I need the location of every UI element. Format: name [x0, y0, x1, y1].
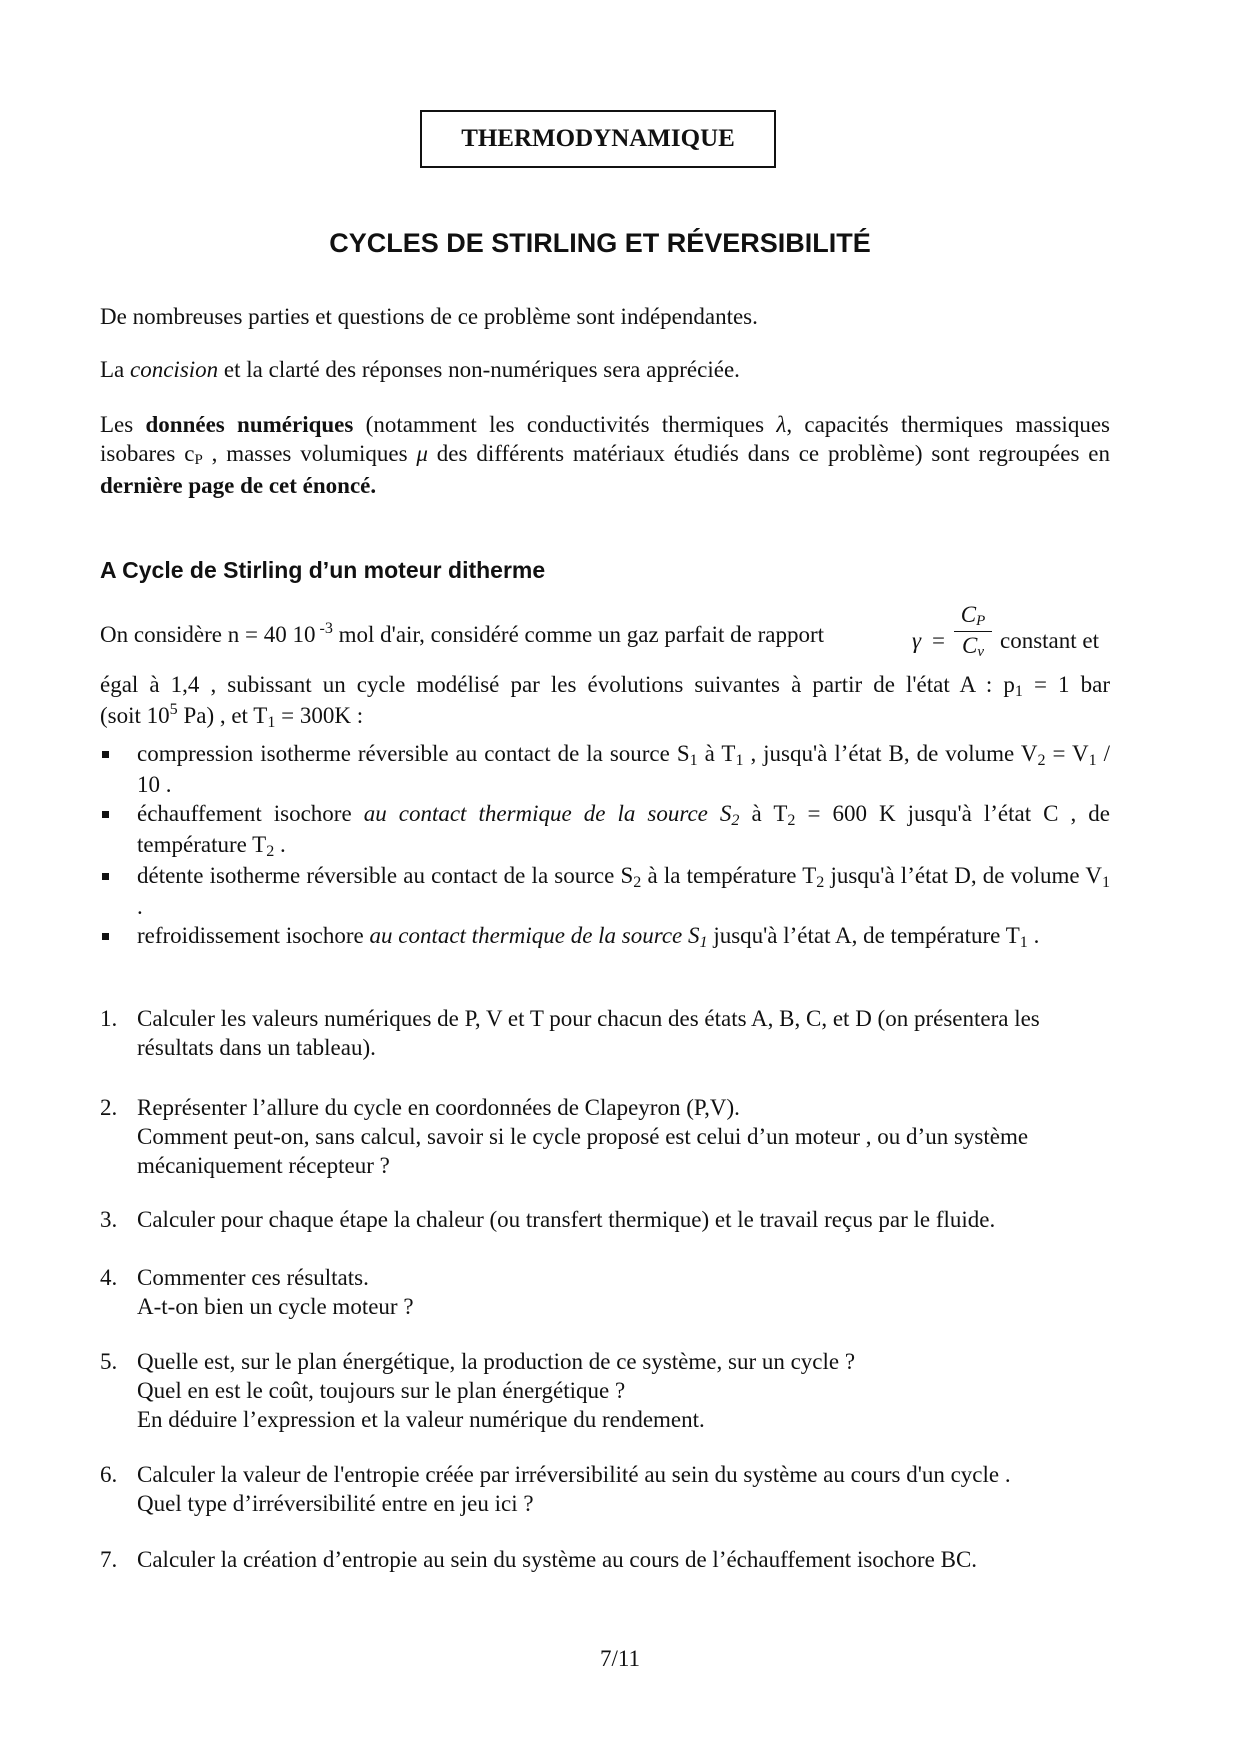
- section-a-line-2: égal à 1,4 , subissant un cycle modélisé par les évolutions suivantes à partir de l'état A : $p_1 = 1$ bar: [100, 672, 1110, 701]
- question-6: 6. Calculer la valeur de l'entropie créée par irréversibilité au sein du système au cours d'un cycle . Quel type d’irréversibilité entre en jeu ici ?: [100, 1462, 1011, 1516]
- list-item: refroidissement isochore au contact thermique de la source $S_1$ jusqu'à l’état A, de température $T_1$ .: [100, 922, 1110, 953]
- intro-paragraph-3: Les données numériques (notamment les conductivités thermiques λ, capacités thermiques massiques isobares cP , masses volumiques μ des différents matériaux étudiés dans ce problème) sont regroupées en dernière page de cet énoncé.: [100, 412, 1110, 498]
- question-2: 2. Représenter l’allure du cycle en coordonnées de Clapeyron (P,V). Comment peut-on, sans calcul, savoir si le cycle proposé est celui d’un moteur , ou d’un système mécaniquement récepteur ?: [100, 1095, 1029, 1178]
- cycle-steps-list: [100, 740, 1110, 953]
- intro-paragraph-2: La concision et la clarté des réponses non-numériques sera appréciée.: [100, 357, 740, 382]
- question-1: 1. Calculer les valeurs numériques de P, V et T pour chacun des états A, B, C, et D (on présentera les résultats dans un tableau).: [100, 1006, 1040, 1060]
- question-4: 4. Commenter ces résultats. A-t-on bien un cycle moteur ?: [100, 1265, 414, 1319]
- question-5: 5. Quelle est, sur le plan énergétique, la production de ce système, sur un cycle ? Quel en est le coût, toujours sur le plan énergétique ? En déduire l’expression et la valeur numérique du rendement.: [100, 1349, 856, 1432]
- mu-symbol: μ: [416, 441, 428, 467]
- question-3: 3. Calculer pour chaque étape la chaleur (ou transfert thermique) et le travail reçus par le fluide.: [100, 1207, 996, 1232]
- section-a-line-1: On considère n = 40 10 $^{-3}$ mol d'air, considéré comme un gaz parfait de rapport: [100, 620, 825, 647]
- page-number: 7/11: [599, 1646, 641, 1671]
- lambda-symbol: λ: [776, 412, 787, 437]
- intro-paragraph-1: De nombreuses parties et questions de ce problème sont indépendantes.: [100, 304, 758, 329]
- question-7: 7. Calculer la création d’entropie au sein du système au cours de l’échauffement isochore BC.: [100, 1547, 978, 1572]
- subject-label: THERMODYNAMIQUE: [461, 125, 735, 153]
- section-a-heading: A Cycle de Stirling d’un moteur ditherme: [100, 557, 546, 583]
- list-item: échauffement isochore au contact thermique de la source $S_2$ à $T_2 = 600$ K jusqu'à l’état C , de température $T_2$ .: [100, 800, 1110, 862]
- gamma-formula: γ = $\frac{CP}{Cv}$ constant et: [912, 602, 1099, 660]
- gamma-fraction: $\frac{CP}{Cv}$: [954, 601, 992, 662]
- list-item: compression isotherme réversible au contact de la source $S_1$ à $T_1$ , jusqu'à l’état B, de volume $V_2 = V_1 / 10$ .: [100, 740, 1110, 800]
- section-a-line-3: (soit $10^5$ Pa) , et $T_1 = 300K$ :: [100, 701, 364, 731]
- list-item: détente isotherme réversible au contact de la source $S_2$ à la température $T_2$ jusqu'à l’état D, de volume $V_1$ .: [100, 862, 1110, 922]
- page-title: CYCLES DE STIRLING ET RÉVERSIBILITÉ: [329, 228, 871, 258]
- subject-box: [420, 110, 776, 168]
